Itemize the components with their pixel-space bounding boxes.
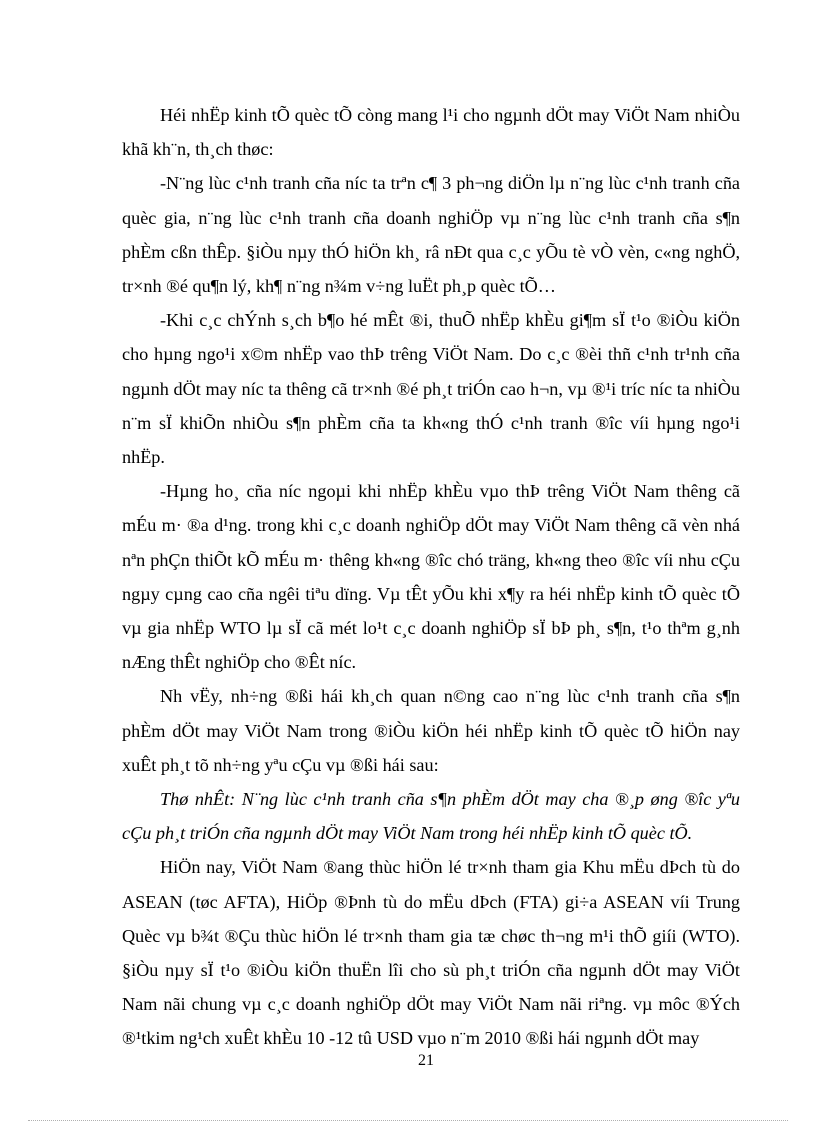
paragraph-foreign-goods: -Hµng ho¸ cña níc ngoµi khi nhËp khÈu vµo thÞ trêng ViÖt Nam thêng cã mÉu m· ®a d¹ng. trong khi c¸c doanh nghiÖp dÖt may ViÖt Nam thêng cã vèn nhá nªn phÇn thiÕt kÕ mÉu m· thêng kh«ng ®îc chó träng, kh«ng theo ®îc víi nhu cÇu ngµy cµng cao cña ngêi tiªu dïng. Vµ tÊt yÕu khi x¶y ra héi nhËp kinh tÕ quèc tÕ vµ gia nhËp WTO lµ sÏ cã mét lo¹t c¸c doanh nghiÖp sÏ bÞ ph¸ s¶n, t¹o thªm g¸nh nÆng thÊt nghiÖp cho ®Êt níc. [122,481,740,673]
page-bottom-divider [28,1120,788,1121]
paragraph-requirements: Nh vËy, nh÷ng ®ßi hái kh¸ch quan n©ng cao n¨ng lùc c¹nh tranh cña s¶n phÈm dÖt may ViÖt Nam trong ®iÒu kiÖn héi nhËp kinh tÕ quèc tÕ hiÖn nay xuÊt ph¸t tõ nh÷ng yªu cÇu vµ ®ßi hái sau: [122,686,740,775]
page-number: 21 [418,1052,434,1069]
paragraph-first-requirement: Thø nhÊt: N¨ng lùc c¹nh tranh cña s¶n phÈm dÖt may cha ®¸p øng ®îc yªu cÇu ph¸t triÓn cña ngµnh dÖt may ViÖt Nam trong héi nhËp kinh tÕ quèc tÕ. [122,789,740,844]
body-text [122,98,740,1056]
paragraph-protection-policy: -Khi c¸c chÝnh s¸ch b¶o hé mÊt ®i, thuÕ nhËp khÈu gi¶m sÏ t¹o ®iÒu kiÖn cho hµng ngo¹i x©m nhËp vao thÞ trêng ViÖt Nam. Do c¸c ®èi thñ c¹nh tr¹nh cña ngµnh dÖt may níc ta thêng cã tr×nh ®é ph¸t triÓn cao h¬n, vµ ®¹i tríc níc ta nhiÒu n¨m sÏ khiÕn nhiÒu s¶n phÈm cña ta kh«ng thÓ c¹nh tranh ®îc víi hµng ngo¹i nhËp. [122,310,740,468]
paragraph-competitiveness: -N¨ng lùc c¹nh tranh cña níc ta trªn c¶ 3 ph¬ng diÖn lµ n¨ng lùc c¹nh tranh cña quèc gia, n¨ng lùc c¹nh tranh cña doanh nghiÖp vµ n¨ng lùc c¹nh tranh cña s¶n phÈm cßn thÊp. §iÒu nµy thÓ hiÖn kh¸ râ nÐt qua c¸c yÕu tè vÒ vèn, c«ng nghÖ, tr×nh ®é qu¶n lý, kh¶ n¨ng n¾m v÷ng luËt ph¸p quèc tÕ… [122,173,740,297]
paragraph-current-situation: HiÖn nay, ViÖt Nam ®ang thùc hiÖn lé tr×nh tham gia Khu mËu dÞch tù do ASEAN (tøc AFTA), HiÖp ®Þnh tù do mËu dÞch (FTA) gi÷a ASEAN víi Trung Quèc vµ b¾t ®Çu thùc hiÖn lé tr×nh tham gia tæ chøc th¬ng m¹i thÕ giíi (WTO). §iÒu nµy sÏ t¹o ®iÒu kiÖn thuËn lîi cho sù ph¸t triÓn cña ngµnh dÖt may ViÖt Nam nãi chung vµ c¸c doanh nghiÖp dÖt may ViÖt Nam nãi riªng. vµ môc ®Ých ®¹tkim ng¹ch xuÊt khÈu 10 -12 tû USD vµo n¨m 2010 ®ßi hái ngµnh dÖt may [122,857,740,1049]
paragraph-intro: Héi nhËp kinh tÕ quèc tÕ còng mang l¹i cho ngµnh dÖt may ViÖt Nam nhiÒu khã kh¨n, th¸ch thøc: [122,105,740,160]
